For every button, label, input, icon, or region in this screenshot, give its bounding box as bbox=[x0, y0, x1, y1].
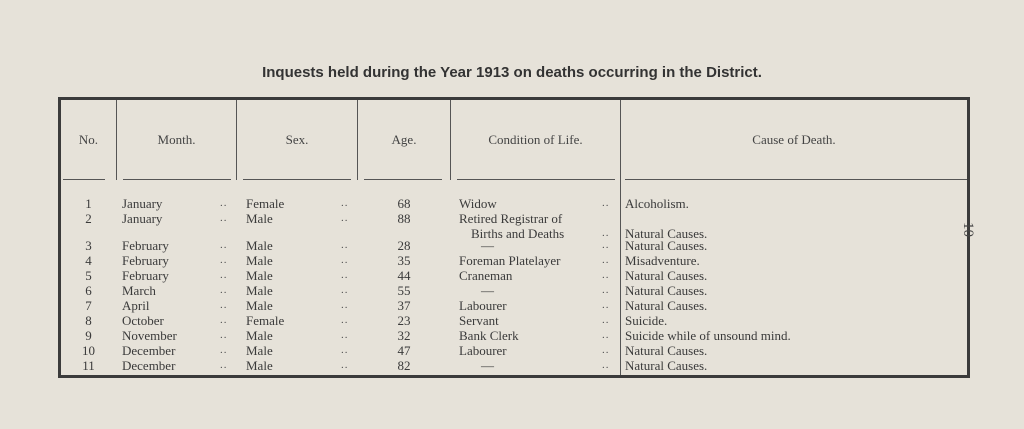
cell-sex: Male bbox=[246, 211, 273, 226]
cell-month: January bbox=[122, 211, 163, 226]
cell-condition: — bbox=[481, 283, 494, 298]
cell-condition: Bank Clerk bbox=[459, 328, 519, 343]
cell-cause: Suicide. bbox=[625, 313, 668, 328]
cell-no: 7 bbox=[85, 298, 92, 313]
leader-dots: .. bbox=[602, 329, 610, 341]
cell-cause: Suicide while of unsound mind. bbox=[625, 328, 791, 343]
cell-no: 3 bbox=[85, 238, 92, 253]
cell-age: 35 bbox=[397, 253, 411, 268]
cell-month: February bbox=[122, 253, 169, 268]
cell-cause: Misadventure. bbox=[625, 253, 700, 268]
header-rule bbox=[123, 179, 231, 180]
leader-dots: .. bbox=[602, 269, 610, 281]
leader-dots: .. bbox=[220, 269, 228, 281]
leader-dots: .. bbox=[341, 359, 349, 371]
cell-age: 88 bbox=[397, 211, 411, 226]
header-rule bbox=[625, 179, 967, 180]
leader-dots: .. bbox=[220, 314, 228, 326]
leader-dots: .. bbox=[341, 269, 349, 281]
cell-month: April bbox=[122, 298, 150, 313]
leader-dots: .. bbox=[602, 284, 610, 296]
leader-dots: .. bbox=[602, 299, 610, 311]
cell-no: 2 bbox=[85, 211, 92, 226]
cell-month: December bbox=[122, 358, 176, 373]
leader-dots: .. bbox=[341, 239, 349, 251]
leader-dots: .. bbox=[602, 344, 610, 356]
cell-sex: Female bbox=[246, 313, 285, 328]
leader-dots: .. bbox=[602, 314, 610, 326]
leader-dots: .. bbox=[220, 359, 228, 371]
leader-dots: .. bbox=[341, 212, 349, 224]
table-row bbox=[61, 358, 967, 373]
cell-no: 9 bbox=[85, 328, 92, 343]
cell-month: February bbox=[122, 268, 169, 283]
cell-sex: Male bbox=[246, 328, 273, 343]
leader-dots: .. bbox=[341, 344, 349, 356]
cell-age: 82 bbox=[397, 358, 411, 373]
header-rule bbox=[63, 179, 105, 180]
leader-dots: .. bbox=[602, 239, 610, 251]
header-cause: Cause of Death. bbox=[752, 132, 836, 147]
table-row bbox=[61, 253, 967, 268]
cell-cause: Natural Causes. bbox=[625, 298, 708, 313]
cell-age: 47 bbox=[397, 343, 411, 358]
cell-month: October bbox=[122, 313, 164, 328]
cell-sex: Male bbox=[246, 343, 273, 358]
header-no: No. bbox=[78, 132, 99, 147]
cell-sex: Male bbox=[246, 358, 273, 373]
cell-condition: Servant bbox=[459, 313, 499, 328]
leader-dots: .. bbox=[602, 227, 610, 239]
cell-condition-continued: Births and Deaths bbox=[471, 226, 565, 241]
cell-sex: Male bbox=[246, 298, 273, 313]
cell-cause: Natural Causes. bbox=[625, 226, 708, 241]
table-row bbox=[61, 343, 967, 358]
cell-cause: Natural Causes. bbox=[625, 268, 708, 283]
table-row bbox=[61, 268, 967, 283]
page-title: Inquests held during the Year 1913 on deaths occurring in the District. bbox=[262, 64, 762, 81]
leader-dots: .. bbox=[602, 359, 610, 371]
leader-dots: .. bbox=[220, 197, 228, 209]
cell-age: 68 bbox=[397, 196, 411, 211]
cell-age: 55 bbox=[397, 283, 411, 298]
table-row bbox=[61, 238, 967, 253]
cell-condition: Widow bbox=[459, 196, 497, 211]
cell-sex: Male bbox=[246, 253, 273, 268]
cell-month: February bbox=[122, 238, 169, 253]
cell-no: 1 bbox=[85, 196, 92, 211]
cell-age: 23 bbox=[397, 313, 411, 328]
table-row bbox=[61, 328, 967, 343]
leader-dots: .. bbox=[220, 212, 228, 224]
leader-dots: .. bbox=[341, 254, 349, 266]
cell-no: 10 bbox=[82, 343, 95, 358]
cell-condition: — bbox=[481, 238, 494, 253]
cell-month: March bbox=[122, 283, 156, 298]
inquest-table bbox=[58, 97, 970, 378]
leader-dots: .. bbox=[220, 284, 228, 296]
cell-cause: Natural Causes. bbox=[625, 358, 708, 373]
cell-condition: — bbox=[481, 358, 494, 373]
leader-dots: .. bbox=[341, 284, 349, 296]
cell-condition: Retired Registrar of bbox=[459, 211, 563, 226]
cell-no: 5 bbox=[85, 268, 92, 283]
leader-dots: .. bbox=[602, 197, 610, 209]
header-rule bbox=[243, 179, 351, 180]
header-condition: Condition of Life. bbox=[488, 132, 583, 147]
cell-condition: Labourer bbox=[459, 298, 507, 313]
leader-dots: .. bbox=[602, 254, 610, 266]
table-row bbox=[61, 298, 967, 313]
cell-no: 6 bbox=[85, 283, 92, 298]
cell-cause: Natural Causes. bbox=[625, 343, 708, 358]
cell-no: 11 bbox=[82, 358, 95, 373]
cell-sex: Male bbox=[246, 268, 273, 283]
cell-age: 28 bbox=[397, 238, 411, 253]
leader-dots: .. bbox=[341, 197, 349, 209]
table-row bbox=[61, 211, 967, 241]
cell-cause: Alcoholism. bbox=[625, 196, 689, 211]
cell-condition: Labourer bbox=[459, 343, 507, 358]
leader-dots: .. bbox=[220, 299, 228, 311]
cell-age: 37 bbox=[397, 298, 411, 313]
cell-sex: Male bbox=[246, 283, 273, 298]
table-row bbox=[61, 283, 967, 298]
cell-month: November bbox=[122, 328, 177, 343]
cell-month: January bbox=[122, 196, 163, 211]
cell-no: 8 bbox=[85, 313, 92, 328]
page-number: 10 bbox=[960, 222, 976, 237]
header-rule bbox=[457, 179, 615, 180]
header-sex: Sex. bbox=[285, 132, 309, 147]
leader-dots: .. bbox=[341, 314, 349, 326]
cell-month: December bbox=[122, 343, 176, 358]
cell-age: 44 bbox=[397, 268, 411, 283]
cell-no: 4 bbox=[85, 253, 92, 268]
cell-sex: Male bbox=[246, 238, 273, 253]
cell-condition: Craneman bbox=[459, 268, 513, 283]
leader-dots: .. bbox=[220, 329, 228, 341]
leader-dots: .. bbox=[220, 254, 228, 266]
header-month: Month. bbox=[157, 132, 196, 147]
cell-cause: Natural Causes. bbox=[625, 238, 708, 253]
leader-dots: .. bbox=[341, 329, 349, 341]
leader-dots: .. bbox=[220, 239, 228, 251]
cell-sex: Female bbox=[246, 196, 285, 211]
header-rule bbox=[364, 179, 442, 180]
cell-condition: Foreman Platelayer bbox=[459, 253, 561, 268]
cell-age: 32 bbox=[397, 328, 411, 343]
table-row bbox=[61, 196, 967, 211]
cell-cause: Natural Causes. bbox=[625, 283, 708, 298]
leader-dots: .. bbox=[341, 299, 349, 311]
leader-dots: .. bbox=[220, 344, 228, 356]
header-age: Age. bbox=[391, 132, 417, 147]
table-row bbox=[61, 313, 967, 328]
